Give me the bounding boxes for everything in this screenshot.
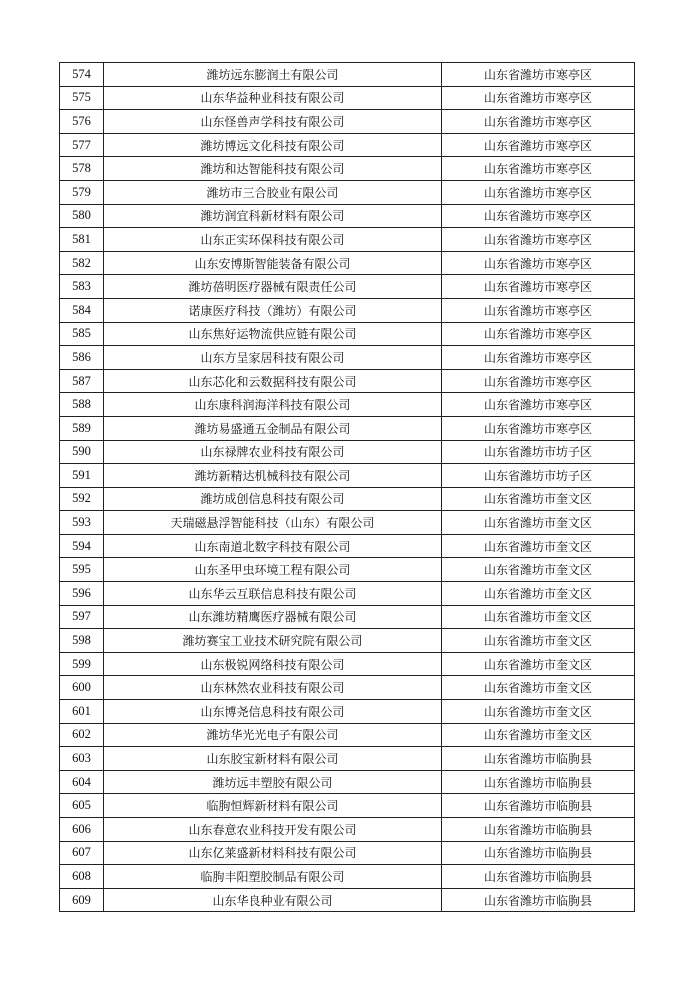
company-name-cell: 山东亿莱盛新材料科技有限公司 (104, 841, 442, 865)
row-number-cell: 602 (60, 723, 104, 747)
row-number-cell: 575 (60, 86, 104, 110)
row-number-cell: 600 (60, 676, 104, 700)
row-number-cell: 577 (60, 133, 104, 157)
row-number-cell: 586 (60, 346, 104, 370)
row-number-cell: 590 (60, 440, 104, 464)
region-cell: 山东省潍坊市临朐县 (442, 770, 635, 794)
row-number-cell: 587 (60, 369, 104, 393)
company-name-cell: 山东禄牌农业科技有限公司 (104, 440, 442, 464)
table-row (60, 700, 635, 724)
company-name-cell: 山东博尧信息科技有限公司 (104, 700, 442, 724)
company-table (59, 62, 635, 912)
region-cell: 山东省潍坊市奎文区 (442, 511, 635, 535)
table-row (60, 275, 635, 299)
row-number-cell: 584 (60, 298, 104, 322)
company-name-cell: 潍坊蓓明医疗器械有限责任公司 (104, 275, 442, 299)
region-cell: 山东省潍坊市临朐县 (442, 865, 635, 889)
table-row (60, 464, 635, 488)
company-name-cell: 山东圣甲虫环境工程有限公司 (104, 558, 442, 582)
company-name-cell: 潍坊远东膨润土有限公司 (104, 63, 442, 87)
row-number-cell: 585 (60, 322, 104, 346)
table-row (60, 558, 635, 582)
row-number-cell: 604 (60, 770, 104, 794)
company-name-cell: 山东林然农业科技有限公司 (104, 676, 442, 700)
company-name-cell: 天瑞磁悬浮智能科技（山东）有限公司 (104, 511, 442, 535)
region-cell: 山东省潍坊市奎文区 (442, 487, 635, 511)
table-row (60, 629, 635, 653)
company-name-cell: 山东华云互联信息科技有限公司 (104, 582, 442, 606)
row-number-cell: 591 (60, 464, 104, 488)
region-cell: 山东省潍坊市奎文区 (442, 700, 635, 724)
region-cell: 山东省潍坊市寒亭区 (442, 322, 635, 346)
table-row (60, 841, 635, 865)
company-name-cell: 山东康科润海洋科技有限公司 (104, 393, 442, 417)
region-cell: 山东省潍坊市寒亭区 (442, 393, 635, 417)
region-cell: 山东省潍坊市奎文区 (442, 605, 635, 629)
row-number-cell: 580 (60, 204, 104, 228)
table-row (60, 676, 635, 700)
region-cell: 山东省潍坊市奎文区 (442, 558, 635, 582)
table-row (60, 440, 635, 464)
region-cell: 山东省潍坊市坊子区 (442, 440, 635, 464)
region-cell: 山东省潍坊市寒亭区 (442, 228, 635, 252)
row-number-cell: 574 (60, 63, 104, 87)
region-cell: 山东省潍坊市寒亭区 (442, 133, 635, 157)
company-name-cell: 山东春意农业科技开发有限公司 (104, 818, 442, 842)
row-number-cell: 596 (60, 582, 104, 606)
row-number-cell: 588 (60, 393, 104, 417)
region-cell: 山东省潍坊市奎文区 (442, 629, 635, 653)
company-name-cell: 潍坊赛宝工业技术研究院有限公司 (104, 629, 442, 653)
row-number-cell: 601 (60, 700, 104, 724)
region-cell: 山东省潍坊市寒亭区 (442, 86, 635, 110)
table-row (60, 511, 635, 535)
row-number-cell: 597 (60, 605, 104, 629)
row-number-cell: 607 (60, 841, 104, 865)
company-name-cell: 潍坊远丰塑胶有限公司 (104, 770, 442, 794)
region-cell: 山东省潍坊市奎文区 (442, 582, 635, 606)
table-row (60, 770, 635, 794)
region-cell: 山东省潍坊市临朐县 (442, 794, 635, 818)
row-number-cell: 603 (60, 747, 104, 771)
company-name-cell: 潍坊博远文化科技有限公司 (104, 133, 442, 157)
table-row (60, 251, 635, 275)
table-row (60, 180, 635, 204)
company-name-cell: 潍坊新精达机械科技有限公司 (104, 464, 442, 488)
company-name-cell: 潍坊易盛通五金制品有限公司 (104, 416, 442, 440)
table-row (60, 582, 635, 606)
region-cell: 山东省潍坊市寒亭区 (442, 275, 635, 299)
row-number-cell: 608 (60, 865, 104, 889)
row-number-cell: 599 (60, 652, 104, 676)
company-name-cell: 山东胶宝新材料有限公司 (104, 747, 442, 771)
table-row (60, 794, 635, 818)
row-number-cell: 589 (60, 416, 104, 440)
table-row (60, 534, 635, 558)
table-row (60, 888, 635, 912)
region-cell: 山东省潍坊市寒亭区 (442, 346, 635, 370)
table-row (60, 322, 635, 346)
table-row (60, 393, 635, 417)
table-row (60, 133, 635, 157)
region-cell: 山东省潍坊市临朐县 (442, 841, 635, 865)
region-cell: 山东省潍坊市临朐县 (442, 888, 635, 912)
company-name-cell: 潍坊润宜科新材料有限公司 (104, 204, 442, 228)
company-name-cell: 山东南道北数字科技有限公司 (104, 534, 442, 558)
table-row (60, 818, 635, 842)
company-name-cell: 山东方呈家居科技有限公司 (104, 346, 442, 370)
table-row (60, 747, 635, 771)
table-row (60, 228, 635, 252)
company-name-cell: 山东怪兽声学科技有限公司 (104, 110, 442, 134)
company-name-cell: 山东正实环保科技有限公司 (104, 228, 442, 252)
row-number-cell: 595 (60, 558, 104, 582)
region-cell: 山东省潍坊市奎文区 (442, 676, 635, 700)
row-number-cell: 579 (60, 180, 104, 204)
company-name-cell: 潍坊和达智能科技有限公司 (104, 157, 442, 181)
company-name-cell: 山东华益种业科技有限公司 (104, 86, 442, 110)
region-cell: 山东省潍坊市寒亭区 (442, 251, 635, 275)
region-cell: 山东省潍坊市寒亭区 (442, 298, 635, 322)
region-cell: 山东省潍坊市寒亭区 (442, 180, 635, 204)
region-cell: 山东省潍坊市寒亭区 (442, 157, 635, 181)
company-name-cell: 山东安博斯智能装备有限公司 (104, 251, 442, 275)
row-number-cell: 593 (60, 511, 104, 535)
company-name-cell: 山东潍坊精鹰医疗器械有限公司 (104, 605, 442, 629)
table-row (60, 110, 635, 134)
row-number-cell: 582 (60, 251, 104, 275)
company-name-cell: 临朐丰阳塑胶制品有限公司 (104, 865, 442, 889)
region-cell: 山东省潍坊市奎文区 (442, 652, 635, 676)
row-number-cell: 583 (60, 275, 104, 299)
table-row (60, 723, 635, 747)
table-row (60, 487, 635, 511)
table-row (60, 86, 635, 110)
region-cell: 山东省潍坊市寒亭区 (442, 110, 635, 134)
region-cell: 山东省潍坊市临朐县 (442, 747, 635, 771)
row-number-cell: 576 (60, 110, 104, 134)
row-number-cell: 598 (60, 629, 104, 653)
region-cell: 山东省潍坊市寒亭区 (442, 369, 635, 393)
company-name-cell: 临朐恒辉新材料有限公司 (104, 794, 442, 818)
region-cell: 山东省潍坊市寒亭区 (442, 416, 635, 440)
company-table-body (60, 63, 635, 912)
table-row (60, 298, 635, 322)
table-row (60, 652, 635, 676)
region-cell: 山东省潍坊市坊子区 (442, 464, 635, 488)
row-number-cell: 578 (60, 157, 104, 181)
table-row (60, 416, 635, 440)
row-number-cell: 594 (60, 534, 104, 558)
company-name-cell: 诺康医疗科技（潍坊）有限公司 (104, 298, 442, 322)
company-name-cell: 潍坊成创信息科技有限公司 (104, 487, 442, 511)
region-cell: 山东省潍坊市奎文区 (442, 534, 635, 558)
region-cell: 山东省潍坊市寒亭区 (442, 204, 635, 228)
table-row (60, 346, 635, 370)
company-name-cell: 山东焦好运物流供应链有限公司 (104, 322, 442, 346)
table-row (60, 369, 635, 393)
company-name-cell: 山东华良种业有限公司 (104, 888, 442, 912)
region-cell: 山东省潍坊市奎文区 (442, 723, 635, 747)
table-row (60, 204, 635, 228)
company-name-cell: 潍坊华光光电子有限公司 (104, 723, 442, 747)
table-row (60, 605, 635, 629)
company-name-cell: 山东极锐网络科技有限公司 (104, 652, 442, 676)
region-cell: 山东省潍坊市临朐县 (442, 818, 635, 842)
table-row (60, 157, 635, 181)
table-row (60, 63, 635, 87)
table-row (60, 865, 635, 889)
company-name-cell: 山东芯化和云数据科技有限公司 (104, 369, 442, 393)
row-number-cell: 605 (60, 794, 104, 818)
company-name-cell: 潍坊市三合胶业有限公司 (104, 180, 442, 204)
row-number-cell: 609 (60, 888, 104, 912)
row-number-cell: 592 (60, 487, 104, 511)
row-number-cell: 606 (60, 818, 104, 842)
region-cell: 山东省潍坊市寒亭区 (442, 63, 635, 87)
row-number-cell: 581 (60, 228, 104, 252)
